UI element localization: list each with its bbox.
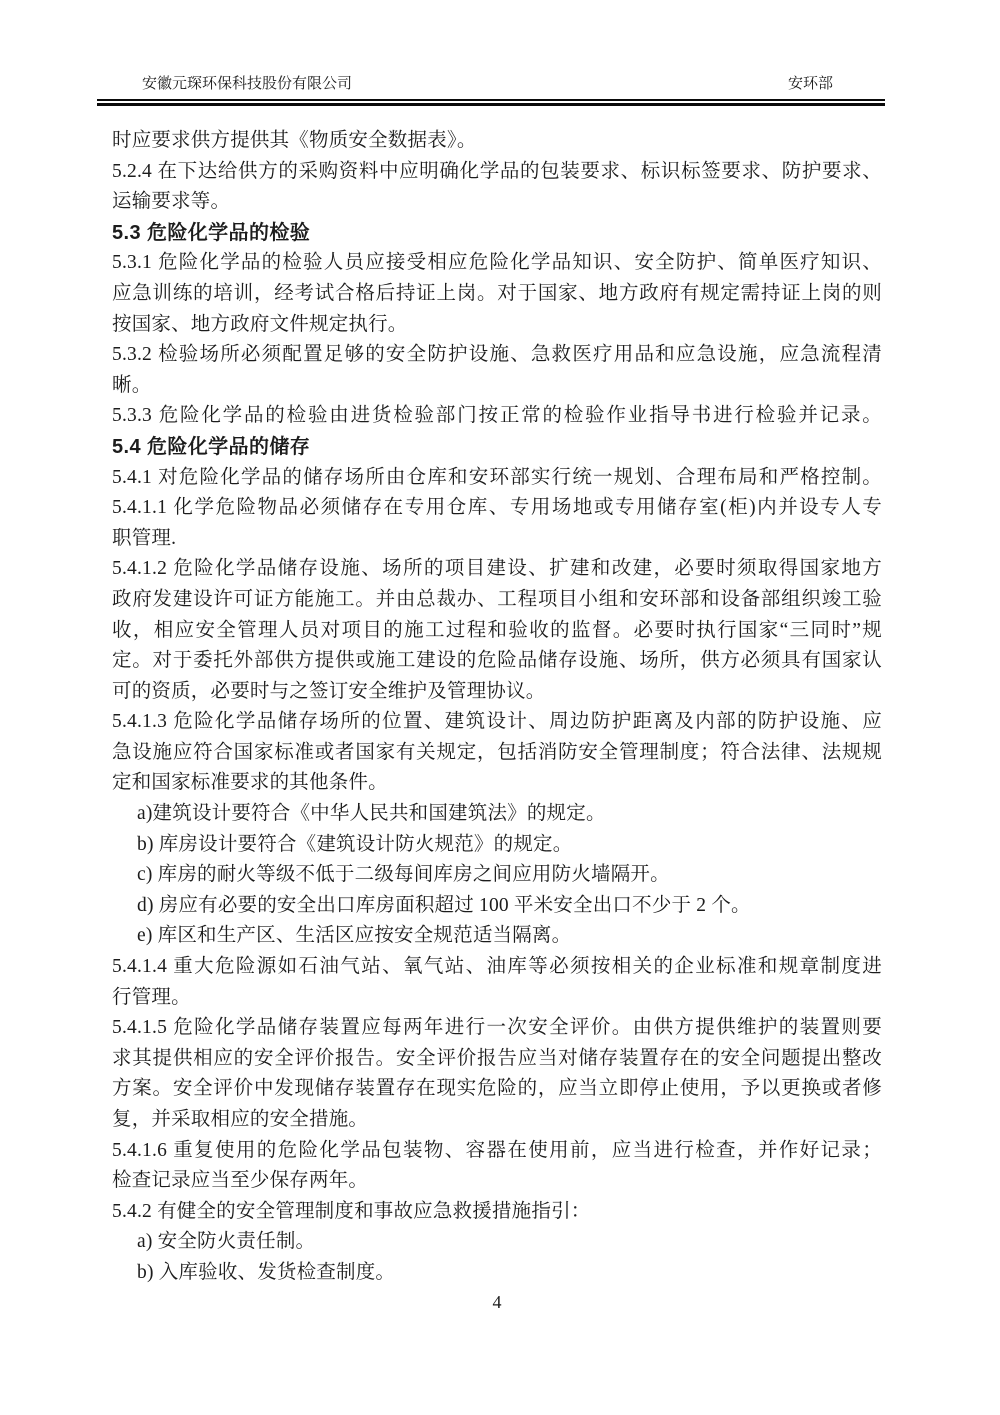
list-item-line: c) 库房的耐火等级不低于二级每间库房之间应用防火墙隔开。	[137, 864, 670, 886]
body-text-line: 政府发建设许可证方能施工。并由总裁办、工程项目小组和安环部和设备部组织竣工验	[112, 588, 882, 610]
body-text-line: 5.3.1 危险化学品的检验人员应接受相应危险化学品知识、安全防护、简单医疗知识、	[112, 252, 882, 274]
body-text-line: 5.4.1 对危险化学品的储存场所由仓库和安环部实行统一规划、合理布局和严格控制。	[112, 466, 882, 488]
body-text-line: 求其提供相应的安全评价报告。安全评价报告应当对储存装置存在的安全问题提出整改	[112, 1047, 882, 1069]
body-text-line: 5.2.4 在下达给供方的采购资料中应明确化学品的包装要求、标识标签要求、防护要求、	[112, 160, 882, 182]
list-item-line: b) 入库验收、发货检查制度。	[137, 1261, 396, 1283]
page-number: 4	[492, 1292, 502, 1312]
body-text-line: 5.4.2 有健全的安全管理制度和事故应急救援措施指引：	[112, 1200, 591, 1222]
body-text-line: 应急训练的培训，经考试合格后持证上岗。对于国家、地方政府有规定需持证上岗的则	[112, 282, 882, 304]
body-text-line: 按国家、地方政府文件规定执行。	[112, 313, 408, 335]
list-item-line: a) 安全防火责任制。	[137, 1231, 316, 1253]
body-text-line: 5.4.1.6 重复使用的危险化学品包装物、容器在使用前，应当进行检查，并作好记录；	[112, 1139, 882, 1161]
body-text-line: 复，并采取相应的安全措施。	[112, 1109, 369, 1130]
list-item-line: e) 库区和生产区、生活区应按安全规范适当隔离。	[137, 925, 572, 947]
body-text-line: 职管理.	[112, 527, 177, 549]
body-text-line: 5.3.3 危险化学品的检验由进货检验部门按正常的检验作业指导书进行检验并记录。	[112, 405, 882, 427]
body-text-line: 5.3.2 检验场所必须配置足够的安全防护设施、急救医疗用品和应急设施，应急流程清	[112, 344, 882, 366]
list-item-line: b) 库房设计要符合《建筑设计防火规范》的规定。	[137, 833, 573, 855]
body-text-line: 5.4.1.4 重大危险源如石油气站、氧气站、油库等必须按相关的企业标准和规章制度进	[112, 956, 882, 978]
list-item-line: a)建筑设计要符合《中华人民共和国建筑法》的规定。	[137, 803, 606, 825]
section-heading: 5.3 危险化学品的检验	[112, 221, 311, 244]
body-text-line: 方案。安全评价中发现储存装置存在现实危险的，应当立即停止使用，予以更换或者修	[112, 1078, 882, 1100]
document-body	[112, 126, 882, 1289]
page-header	[97, 73, 885, 106]
body-text-line: 定。对于委托外部供方提供或施工建设的危险品储存设施、场所，供方必须具有国家认	[112, 650, 882, 672]
body-text-line: 收，相应安全管理人员对项目的施工过程和验收的监督。必要时执行国家“三同时”规	[112, 619, 882, 641]
section-heading: 5.4 危险化学品的储存	[112, 435, 311, 458]
company-name: 安徽元琛环保科技股份有限公司	[142, 75, 353, 92]
body-text-line: 行管理。	[112, 986, 191, 1008]
header-row	[97, 73, 885, 95]
body-text-line: 5.4.1.5 危险化学品储存装置应每两年进行一次安全评价。由供方提供维护的装置则要	[112, 1017, 882, 1039]
header-rule	[97, 99, 885, 106]
page-footer	[112, 1292, 882, 1313]
body-text-line: 5.4.1.2 危险化学品储存设施、场所的项目建设、扩建和改建，必要时须取得国家地方	[112, 558, 882, 580]
body-text-line: 时应要求供方提供其《物质安全数据表》。	[112, 130, 477, 151]
department-name: 安环部	[787, 75, 833, 92]
list-item-line: d) 房应有必要的安全出口库房面积超过 100 平米安全出口不少于 2 个。	[137, 894, 751, 916]
body-text-line: 5.4.1.3 危险化学品储存场所的位置、建筑设计、周边防护距离及内部的防护设施、应	[112, 711, 882, 733]
body-text-line: 急设施应符合国家标准或者国家有关规定，包括消防安全管理制度；符合法律、法规规	[112, 741, 882, 763]
body-text-line: 检查记录应当至少保存两年。	[112, 1170, 369, 1192]
body-text-line: 定和国家标准要求的其他条件。	[112, 772, 388, 794]
body-text-line: 晰。	[112, 374, 152, 396]
body-text-line: 5.4.1.1 化学危险物品必须储存在专用仓库、专用场地或专用储存室(柜)内并设专人专	[112, 497, 882, 519]
body-text-line: 运输要求等。	[112, 191, 231, 213]
body-text-line: 可的资质，必要时与之签订安全维护及管理协议。	[112, 680, 546, 702]
